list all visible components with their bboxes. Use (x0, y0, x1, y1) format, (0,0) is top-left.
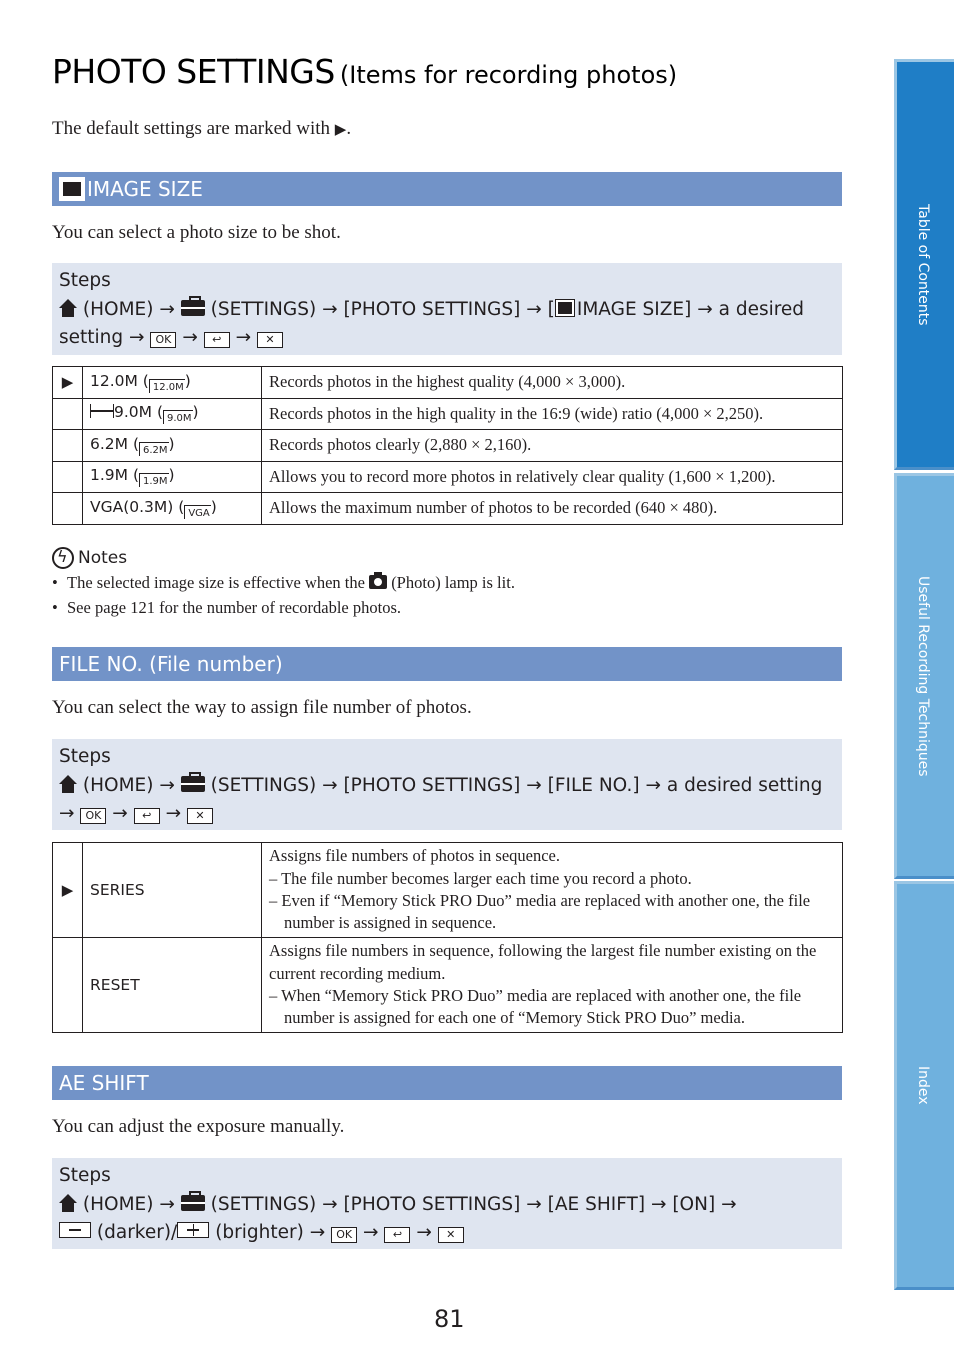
arrow-icon: → (363, 1222, 379, 1243)
option-label (83, 493, 262, 525)
option-marker-empty (53, 398, 83, 430)
option-close-paren: ) (210, 497, 217, 516)
settings-toolbox-icon (181, 776, 205, 792)
arrow-icon: → (59, 803, 75, 824)
ae-shift-steps (52, 1158, 842, 1249)
arrow-icon: → (182, 327, 198, 348)
arrow-icon: → (309, 1222, 326, 1243)
description-line: Assigns file numbers in sequence, following the largest file number existing on the current recording medium. (269, 941, 817, 983)
back-button-icon: ↩ (384, 1227, 410, 1243)
steps-line-1 (59, 296, 835, 325)
arrow-icon: → (650, 1193, 667, 1215)
page-number: 81 (434, 1305, 465, 1333)
option-description: Records photos in the high quality in the 16:9 (wide) ratio (4,000 × 2,250). (262, 398, 843, 430)
note-2-text: See page 121 for the number of recordable photos. (67, 598, 402, 617)
option-description: Records photos clearly (2,880 × 2,160). (262, 430, 843, 462)
steps-line-1 (59, 1191, 835, 1220)
step-setting: setting (59, 327, 124, 348)
close-button-icon: ✕ (187, 808, 213, 824)
arrow-icon: → (112, 803, 128, 824)
ae-shift-description: You can adjust the exposure manually. (52, 1116, 345, 1137)
arrow-icon: → (697, 298, 713, 320)
wide-ratio-icon (90, 404, 114, 418)
image-size-badge-icon: 1.9M (139, 473, 169, 487)
step-settings: (SETTINGS) (210, 1193, 317, 1215)
minus-button-icon (59, 1222, 91, 1238)
step-desired: a desired (718, 298, 805, 320)
ae-shift-title: AE SHIFT (59, 1071, 149, 1095)
default-marker-icon: ▶ (53, 843, 83, 938)
arrow-icon: → (526, 298, 542, 320)
description-line: – The file number becomes larger each time you record a photo. (269, 868, 692, 888)
option-size-text: 9.0M ( (114, 403, 163, 422)
note-item-1 (52, 573, 515, 593)
arrow-icon: → (645, 774, 662, 796)
arrow-icon: → (159, 774, 175, 796)
option-marker-empty (53, 493, 83, 525)
home-icon (59, 1194, 77, 1212)
arrow-icon: → (129, 327, 145, 348)
note-item-2 (52, 598, 401, 618)
step-ae-shift: [AE SHIFT] (547, 1193, 646, 1215)
tab-table-of-contents[interactable] (894, 59, 954, 470)
option-description: Records photos in the highest quality (4,000 × 3,000). (262, 367, 843, 399)
arrow-icon: → (235, 327, 252, 348)
step-image-size: IMAGE SIZE] (576, 298, 692, 320)
steps-line-2 (59, 800, 835, 829)
ok-button-icon: OK (80, 808, 106, 824)
arrow-icon: → (526, 1193, 542, 1215)
tab-label-index: Index (915, 1066, 931, 1105)
step-photo-settings: [PHOTO SETTINGS] (343, 298, 521, 320)
step-photo-settings: [PHOTO SETTINGS] (343, 1193, 521, 1215)
default-marker-icon: ▶ (53, 367, 83, 399)
ok-button-icon: OK (331, 1227, 357, 1243)
image-size-badge-icon: 6.2M (139, 442, 169, 456)
image-size-icon (555, 299, 575, 317)
arrow-icon: → (322, 298, 338, 320)
table-row (53, 843, 843, 938)
option-series: SERIES (83, 843, 262, 938)
file-no-table (52, 842, 843, 1033)
description-line: – Even if “Memory Stick PRO Duo” media are replaced with another one, the file number is assigned in sequence. (269, 891, 811, 933)
step-home: (HOME) (82, 298, 154, 320)
option-size-text: 6.2M ( (90, 434, 139, 453)
camera-icon (369, 575, 387, 589)
steps-line-1 (59, 772, 835, 801)
arrow-icon: → (322, 774, 338, 796)
back-button-icon: ↩ (134, 808, 160, 824)
option-label (83, 398, 262, 430)
image-size-badge-icon: 12.0M (149, 379, 185, 393)
step-home: (HOME) (82, 1193, 154, 1215)
option-label (83, 461, 262, 493)
home-icon (59, 299, 77, 317)
image-size-description: You can select a photo size to be shot. (52, 222, 341, 243)
option-close-paren: ) (168, 434, 175, 453)
file-no-description: You can select the way to assign file number of photos. (52, 697, 472, 718)
close-button-icon: ✕ (257, 332, 283, 348)
file-no-steps (52, 739, 842, 830)
tab-label-toc: Table of Contents (915, 203, 931, 326)
step-file-no: [FILE NO.] (547, 774, 640, 796)
intro-period: . (346, 118, 352, 139)
step-home: (HOME) (82, 774, 154, 796)
back-button-icon: ↩ (204, 332, 230, 348)
settings-toolbox-icon (181, 1195, 205, 1211)
option-size-text: 12.0M ( (90, 371, 149, 390)
option-close-paren: ) (192, 403, 199, 422)
image-size-badge-icon: 9.0M (163, 410, 193, 424)
image-size-header (52, 172, 842, 206)
plus-button-icon (177, 1222, 209, 1238)
intro-sentence: The default settings are marked with (52, 118, 331, 139)
tab-useful-recording-techniques[interactable] (894, 473, 954, 879)
table-row (53, 938, 843, 1033)
home-icon (59, 775, 77, 793)
page-title (52, 52, 677, 91)
step-brighter: (brighter) (215, 1222, 304, 1243)
table-row (53, 367, 843, 399)
ae-shift-header (52, 1066, 842, 1100)
image-size-title: IMAGE SIZE (87, 177, 203, 201)
option-marker-empty (53, 430, 83, 462)
option-marker-empty (53, 938, 83, 1033)
notes-icon (52, 547, 74, 569)
settings-toolbox-icon (181, 300, 205, 316)
file-no-title: FILE NO. (File number) (59, 652, 283, 676)
close-button-icon: ✕ (438, 1227, 464, 1243)
arrow-icon: → (721, 1193, 737, 1215)
description-line: – When “Memory Stick PRO Duo” media are replaced with another one, the file number is assigned for each one of “Memory Stick PRO Duo” media. (269, 986, 802, 1028)
page-title-sub: (Items for recording photos) (339, 61, 678, 89)
image-size-icon (59, 177, 85, 201)
image-size-steps (52, 263, 842, 355)
option-reset: RESET (83, 938, 262, 1033)
default-marker-icon: ▶ (334, 122, 347, 138)
arrow-icon: → (159, 1193, 175, 1215)
notes-label: Notes (78, 548, 128, 568)
option-marker-empty (53, 461, 83, 493)
table-row (53, 398, 843, 430)
option-size-text: VGA(0.3M) ( (90, 497, 185, 516)
steps-line-2 (59, 1219, 835, 1248)
arrow-icon: → (159, 298, 175, 320)
step-settings: (SETTINGS) (210, 774, 317, 796)
table-row (53, 493, 843, 525)
steps-label: Steps (59, 1165, 111, 1186)
option-description: Allows the maximum number of photos to be recorded (640 × 480). (262, 493, 843, 525)
steps-label: Steps (59, 270, 111, 291)
option-close-paren: ) (168, 466, 175, 485)
image-size-badge-icon: VGA (184, 505, 210, 519)
table-row (53, 430, 843, 462)
step-desired-setting: a desired setting (666, 774, 823, 796)
arrow-icon: → (526, 774, 542, 796)
image-size-table (52, 366, 843, 525)
intro-text (52, 118, 351, 140)
option-description: Allows you to record more photos in relatively clear quality (1,600 × 1,200). (262, 461, 843, 493)
step-on: [ON] (672, 1193, 716, 1215)
note-1-text-end: (Photo) lamp is lit. (391, 573, 515, 592)
step-settings: (SETTINGS) (210, 298, 317, 320)
description-line: Assigns file numbers of photos in sequence. (269, 846, 560, 866)
notes-heading (52, 547, 127, 569)
tab-index[interactable] (894, 881, 954, 1290)
arrow-icon: → (165, 803, 182, 824)
bullet-icon: • (52, 598, 58, 617)
steps-line-2 (59, 324, 835, 353)
step-photo-settings: [PHOTO SETTINGS] (343, 774, 521, 796)
steps-label: Steps (59, 746, 111, 767)
step-darker: (darker)/ (96, 1222, 178, 1243)
option-size-text: 1.9M ( (90, 466, 139, 485)
table-row (53, 461, 843, 493)
tab-label-useful: Useful Recording Techniques (915, 575, 931, 777)
option-description (262, 938, 843, 1033)
option-description (262, 843, 843, 938)
option-label (83, 367, 262, 399)
ok-button-icon: OK (150, 332, 176, 348)
note-1-text: The selected image size is effective when the (67, 573, 365, 592)
bullet-icon: • (52, 573, 58, 592)
option-label (83, 430, 262, 462)
option-close-paren: ) (184, 371, 191, 390)
page-title-main: PHOTO SETTINGS (52, 52, 335, 91)
step-bracket: [ (547, 298, 555, 320)
arrow-icon: → (322, 1193, 338, 1215)
file-no-header (52, 647, 842, 681)
arrow-icon: → (416, 1222, 432, 1243)
